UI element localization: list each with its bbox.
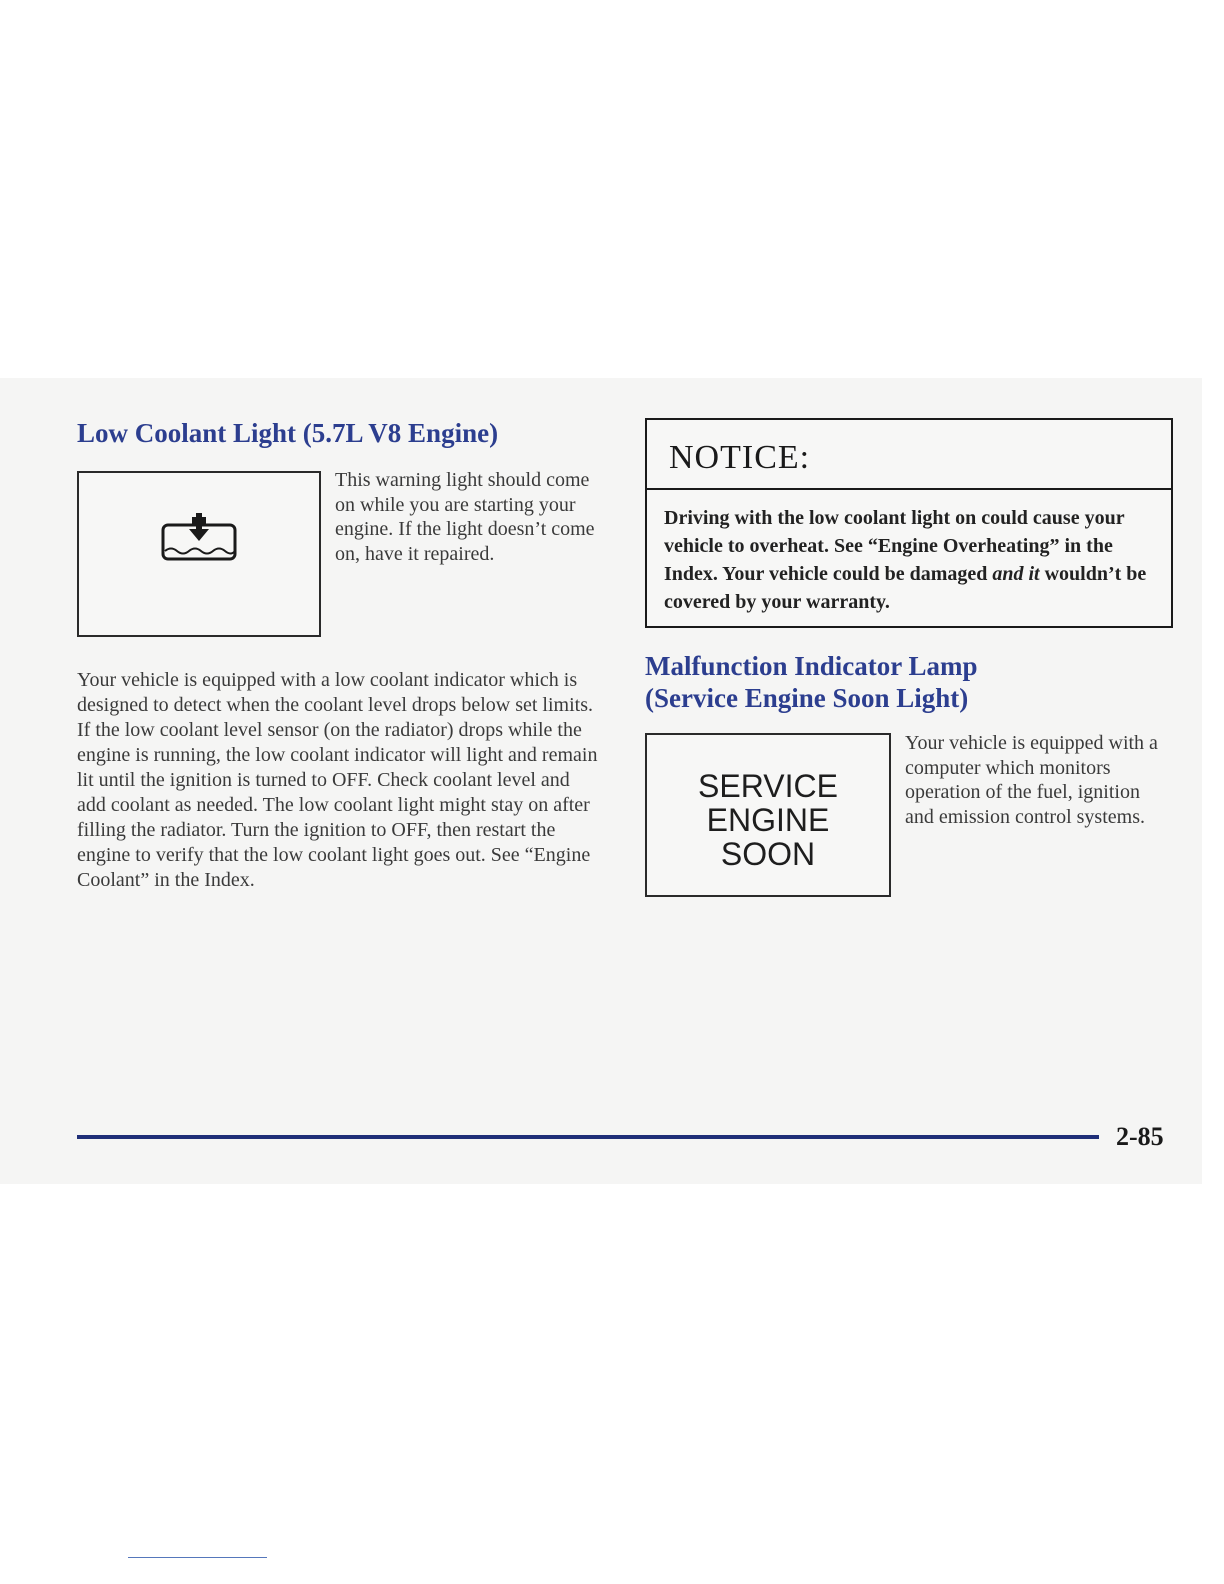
notice-body-end: wouldn’t be covered by your warranty. xyxy=(664,563,1147,613)
notice-box xyxy=(645,418,1173,628)
low-coolant-heading: Low Coolant Light (5.7L V8 Engine) xyxy=(77,418,499,448)
mil-side-text: Your vehicle is equipped with a computer which monitors operation of the fuel, ignition and emission control systems. xyxy=(905,732,1158,828)
coolant-indicator-paragraph: Your vehicle is equipped with a low coolant indicator which is designed to detect when the coolant level drops below set limits. If the low coolant level sensor (on the radiator) drops while the engine is running, the low coolant indicator will light and remain lit until the ignition is turned to OFF. Check coolant level and add coolant as needed. The low coolant light might stay on after filling the radiator. Turn the ignition to OFF, then restart the engine to verify that the low coolant light goes out. See “Engine Coolant” in the Index. xyxy=(77,669,598,891)
service-engine-soon-text xyxy=(647,769,889,871)
notice-body-text: Driving with the low coolant light on could cause your vehicle to overheat. See “Engine Overheating” in the Index. Your vehicle could be damaged xyxy=(664,507,1125,585)
notice-body xyxy=(664,504,1160,616)
notice-divider xyxy=(647,488,1171,490)
mil-heading-line2: (Service Engine Soon Light) xyxy=(645,683,969,714)
malfunction-indicator-heading xyxy=(645,650,978,715)
lamp-line-soon: SOON xyxy=(720,836,816,872)
mil-heading-line1: Malfunction Indicator Lamp xyxy=(645,651,978,681)
coolant-light-illustration xyxy=(77,471,321,637)
bottom-divider xyxy=(128,1557,267,1558)
footer-rule xyxy=(77,1135,1099,1139)
service-engine-soon-lamp xyxy=(645,733,891,897)
lamp-line-service: SERVICE xyxy=(698,768,838,804)
coolant-level-icon xyxy=(159,503,239,573)
lamp-line-engine: ENGINE xyxy=(706,802,830,838)
coolant-light-side-text: This warning light should come on while you are starting your engine. If the light doesn’t come on, have it repaired. xyxy=(335,469,595,565)
notice-title: NOTICE: xyxy=(669,439,811,476)
notice-body-emphasis: and it xyxy=(992,563,1040,585)
page-number: 2-85 xyxy=(1116,1122,1164,1151)
